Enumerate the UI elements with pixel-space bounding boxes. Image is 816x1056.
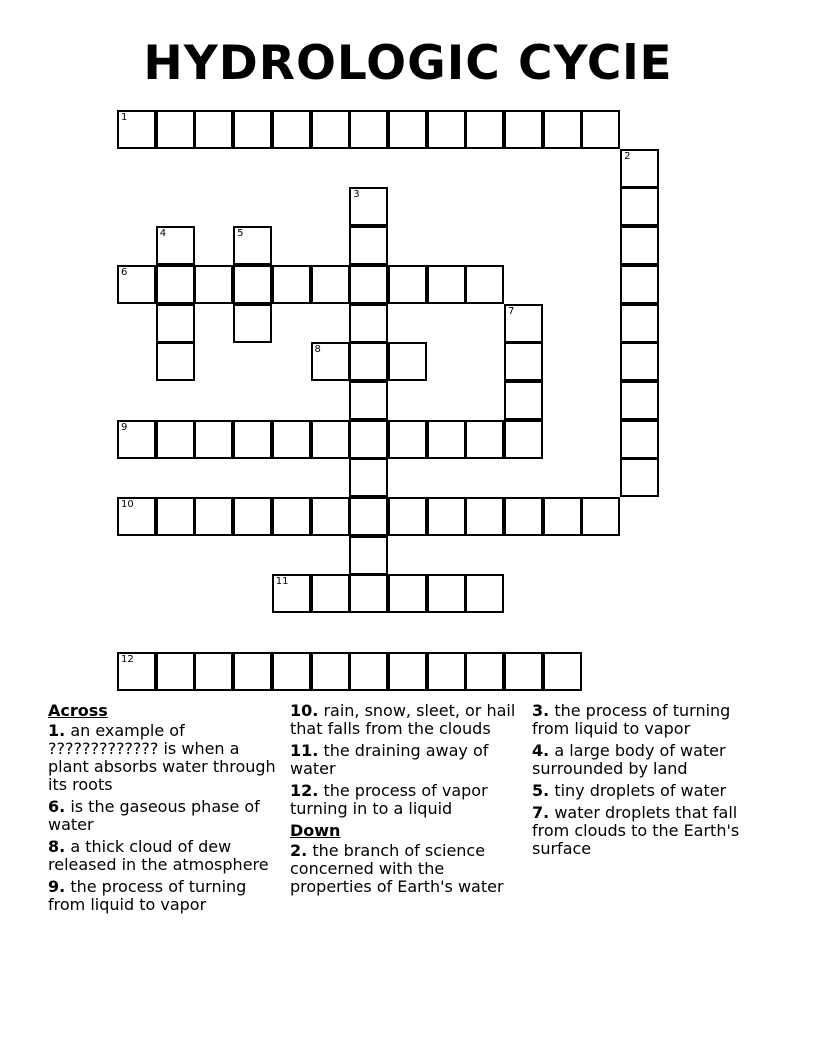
grid-cell[interactable] (233, 497, 272, 536)
grid-cell[interactable] (349, 110, 388, 149)
grid-cell[interactable] (311, 497, 350, 536)
grid-cell[interactable] (388, 420, 427, 459)
grid-cell[interactable] (272, 110, 311, 149)
grid-cell[interactable] (581, 497, 620, 536)
grid-cell[interactable] (349, 342, 388, 381)
grid-cell[interactable] (388, 497, 427, 536)
clue-item-number: 2. (290, 841, 308, 860)
grid-cell[interactable] (156, 420, 195, 459)
grid-cell[interactable] (311, 265, 350, 304)
grid-cell[interactable] (349, 226, 388, 265)
clue-item (290, 782, 518, 818)
grid-cell[interactable] (272, 420, 311, 459)
grid-cell[interactable] (349, 304, 388, 343)
grid-cell[interactable] (156, 497, 195, 536)
down-heading: Down (290, 821, 341, 840)
grid-cell[interactable] (427, 420, 466, 459)
clue-item-number: 11. (290, 741, 319, 760)
clue-item-text: tiny droplets of water (554, 781, 727, 800)
clue-number: 11 (275, 576, 289, 588)
clue-item-text: rain, snow, sleet, or hail that falls from the clouds (290, 701, 516, 738)
grid-cell[interactable] (427, 497, 466, 536)
clue-item (532, 804, 760, 858)
clue-item-text: is the gaseous phase of water (48, 797, 260, 834)
clue-item-text: the draining away of water (290, 741, 489, 778)
grid-cell[interactable] (504, 342, 543, 381)
grid-cell[interactable] (311, 110, 350, 149)
clue-number: 6 (121, 266, 128, 278)
clue-item-text: a large body of water surrounded by land (532, 741, 726, 778)
grid-cell[interactable] (233, 110, 272, 149)
page-title: HYDROLOGIC CYClE (143, 36, 673, 91)
clue-column-1 (48, 702, 276, 918)
grid-cell[interactable] (620, 342, 659, 381)
clue-number: 3 (353, 189, 360, 201)
grid-cell[interactable] (388, 574, 427, 613)
grid-cell[interactable] (620, 187, 659, 226)
grid-cell[interactable] (194, 497, 233, 536)
grid-cell[interactable] (620, 420, 659, 459)
grid-cell[interactable] (465, 652, 504, 691)
clue-item (290, 702, 518, 738)
grid-cell[interactable] (156, 304, 195, 343)
clue-number: 12 (121, 653, 134, 665)
clue-number: 7 (508, 305, 515, 317)
clue-number: 5 (237, 228, 244, 240)
clue-item-number: 5. (532, 781, 550, 800)
grid-cell[interactable] (504, 420, 543, 459)
grid-cell[interactable] (311, 652, 350, 691)
grid-cell[interactable] (233, 304, 272, 343)
clue-item (48, 878, 276, 914)
clue-item-number: 3. (532, 701, 550, 720)
grid-cell[interactable] (465, 574, 504, 613)
clue-column-3 (532, 702, 760, 862)
clue-item (48, 722, 276, 794)
clue-item (532, 702, 760, 738)
clue-column-2 (290, 702, 518, 900)
grid-cell[interactable] (194, 420, 233, 459)
clue-number: 1 (121, 112, 128, 123)
grid-cell[interactable] (427, 574, 466, 613)
grid-cell[interactable] (349, 420, 388, 459)
grid-cell[interactable] (620, 265, 659, 304)
grid-cell[interactable] (117, 497, 156, 536)
clue-number: 2 (624, 150, 631, 162)
grid-cell[interactable] (311, 574, 350, 613)
clue-item-number: 7. (532, 803, 550, 822)
grid-cell[interactable] (156, 110, 195, 149)
clue-number: 9 (121, 421, 128, 433)
grid-cell[interactable] (233, 652, 272, 691)
clue-item (48, 838, 276, 874)
clue-item-number: 1. (48, 721, 66, 740)
grid-cell[interactable] (349, 187, 388, 226)
grid-cell[interactable] (272, 652, 311, 691)
clue-number: 8 (314, 344, 321, 356)
grid-cell[interactable] (620, 381, 659, 420)
grid-cell[interactable] (117, 420, 156, 459)
grid-cell[interactable] (504, 497, 543, 536)
grid-cell[interactable] (504, 652, 543, 691)
grid-cell[interactable] (543, 497, 582, 536)
grid-cell[interactable] (194, 265, 233, 304)
clue-item-number: 8. (48, 837, 66, 856)
clue-number: 10 (121, 499, 134, 510)
grid-cell[interactable] (156, 652, 195, 691)
clue-item (48, 798, 276, 834)
clue-item-text: water droplets that fall from clouds to the Earth's surface (532, 803, 740, 858)
clue-item-text: the process of turning from liquid to vapor (48, 877, 247, 914)
grid-cell[interactable] (427, 652, 466, 691)
grid-cell[interactable] (156, 226, 195, 265)
clue-item (290, 742, 518, 778)
grid-cell[interactable] (388, 265, 427, 304)
grid-cell[interactable] (349, 536, 388, 575)
grid-cell[interactable] (349, 497, 388, 536)
grid-cell[interactable] (388, 342, 427, 381)
grid-cell[interactable] (620, 458, 659, 497)
clue-item (532, 782, 760, 800)
grid-cell[interactable] (349, 458, 388, 497)
grid-cell[interactable] (581, 110, 620, 149)
grid-cell[interactable] (311, 420, 350, 459)
clue-item (532, 742, 760, 778)
clue-item-text: the branch of science concerned with the properties of Earth's water (290, 841, 504, 896)
grid-cell[interactable] (388, 652, 427, 691)
grid-cell[interactable] (543, 652, 582, 691)
grid-cell[interactable] (349, 265, 388, 304)
across-heading: Across (48, 701, 108, 720)
grid-cell[interactable] (156, 342, 195, 381)
grid-cell[interactable] (272, 497, 311, 536)
grid-cell[interactable] (465, 265, 504, 304)
grid-cell[interactable] (388, 110, 427, 149)
grid-cell[interactable] (427, 110, 466, 149)
clue-item-number: 6. (48, 797, 66, 816)
grid-cell[interactable] (311, 342, 350, 381)
clue-item-number: 4. (532, 741, 550, 760)
grid-cell[interactable] (117, 652, 156, 691)
grid-cell[interactable] (117, 110, 156, 149)
grid-cell[interactable] (272, 574, 311, 613)
clue-item-text: an example of ????????????? is when a plant absorbs water through its roots (48, 721, 276, 794)
grid-cell[interactable] (194, 652, 233, 691)
grid-cell[interactable] (117, 265, 156, 304)
grid-cell[interactable] (620, 149, 659, 188)
clue-item-number: 12. (290, 781, 319, 800)
grid-cell[interactable] (620, 304, 659, 343)
clue-item-number: 10. (290, 701, 319, 720)
grid-cell[interactable] (465, 497, 504, 536)
grid-cell[interactable] (233, 420, 272, 459)
grid-cell[interactable] (465, 420, 504, 459)
grid-cell[interactable] (194, 110, 233, 149)
clue-number: 4 (159, 228, 167, 240)
grid-cell[interactable] (620, 226, 659, 265)
grid-cell[interactable] (504, 110, 543, 149)
grid-cell[interactable] (504, 381, 543, 420)
grid-cell[interactable] (233, 226, 272, 265)
grid-cell[interactable] (272, 265, 311, 304)
clue-item-text: the process of vapor turning in to a liquid (290, 781, 488, 818)
clue-item (290, 842, 518, 896)
clue-item-text: a thick cloud of dew released in the atmosphere (48, 837, 269, 874)
grid-cell[interactable] (465, 110, 504, 149)
clue-item-text: the process of turning from liquid to vapor (532, 701, 731, 738)
clue-item-number: 9. (48, 877, 66, 896)
grid-cell[interactable] (349, 652, 388, 691)
grid-cell[interactable] (349, 381, 388, 420)
grid-cell[interactable] (349, 574, 388, 613)
grid-cell[interactable] (156, 265, 195, 304)
grid-cell[interactable] (427, 265, 466, 304)
grid-cell[interactable] (543, 110, 582, 149)
grid-cell[interactable] (504, 304, 543, 343)
grid-cell[interactable] (233, 265, 272, 304)
